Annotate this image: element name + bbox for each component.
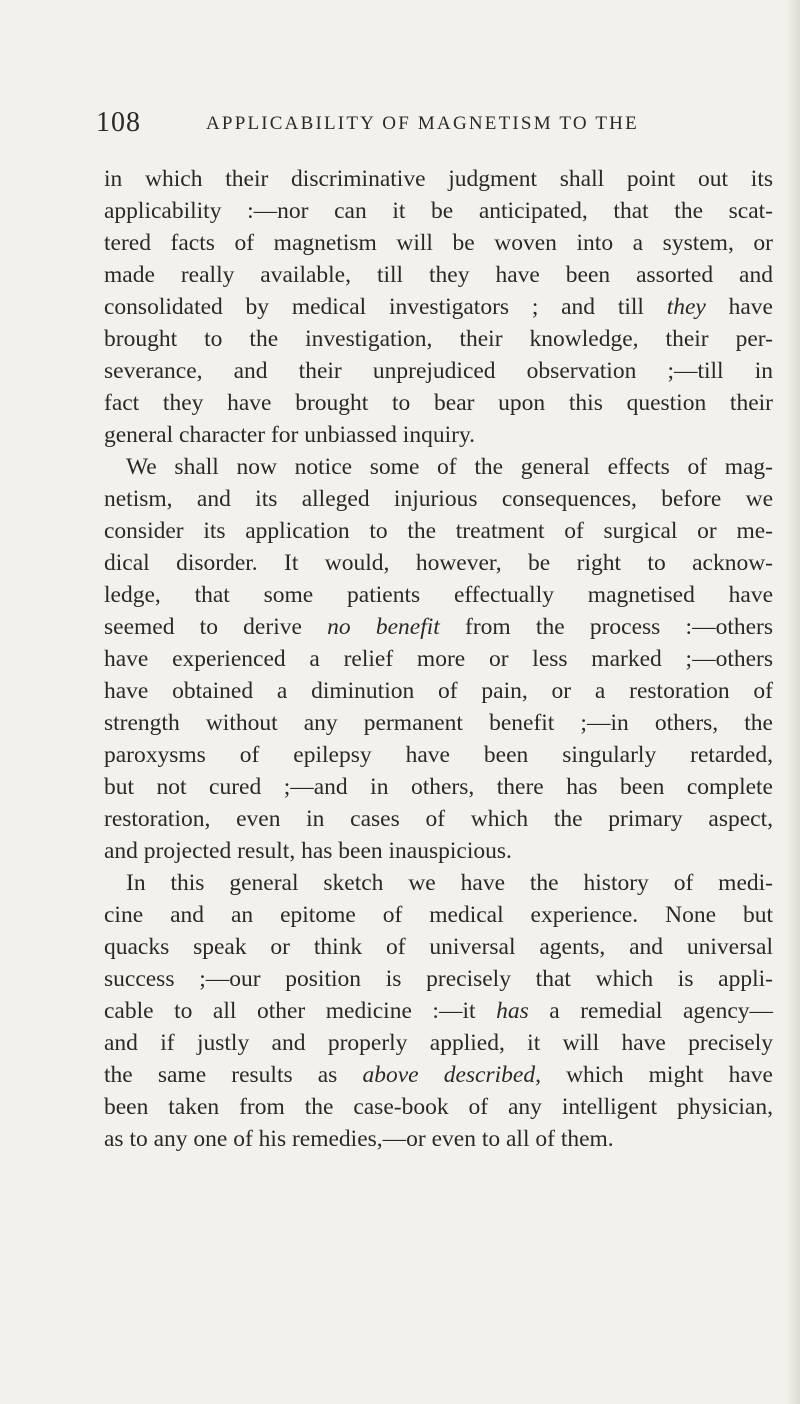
- running-head-title: APPLICABILITY OF MAGNETISM TO THE: [206, 113, 639, 134]
- text-line: been taken from the case-book of any intelligent physician,: [104, 1094, 773, 1120]
- text-line: [104, 995, 773, 1027]
- text-line: [104, 1059, 773, 1091]
- text-line: consider its application to the treatment of surgical or me-: [104, 518, 773, 544]
- body-text: [104, 163, 773, 1155]
- text-line: cine and an epitome of medical experience. None but: [104, 902, 773, 928]
- text-line: quacks speak or think of universal agents, and universal: [104, 934, 773, 960]
- text-line: have experienced a relief more or less marked ;—others: [104, 646, 773, 672]
- text-line: have obtained a diminution of pain, or a restoration of: [104, 678, 773, 704]
- text-line: brought to the investigation, their knowledge, their per-: [104, 326, 773, 352]
- line-segment: have: [705, 294, 773, 320]
- text-line: netism, and its alleged injurious consequences, before we: [104, 486, 773, 512]
- line-segment: from the process :—others: [439, 614, 773, 640]
- text-line: ledge, that some patients effectually magnetised have: [104, 582, 773, 608]
- line-segment: consolidated by medical investigators ; and till: [104, 294, 667, 320]
- italic-word: they: [666, 294, 706, 320]
- line-segment: seemed to derive: [104, 614, 328, 640]
- italic-word: no benefit: [327, 614, 440, 640]
- italic-word: has: [496, 998, 529, 1024]
- paragraph-start-line: In this general sketch we have the history of medi-: [126, 870, 773, 896]
- text-line: success ;—our position is precisely that which is appli-: [104, 966, 773, 992]
- text-line: [104, 291, 773, 323]
- text-line: fact they have brought to bear upon this question their: [104, 390, 773, 416]
- text-line: and if justly and properly applied, it will have precisely: [104, 1030, 773, 1056]
- text-line: in which their discriminative judgment shall point out its: [104, 166, 773, 192]
- paragraph-start-line: We shall now notice some of the general effects of mag-: [126, 454, 773, 480]
- running-head: [96, 106, 656, 140]
- paragraph-end-line: as to any one of his remedies,—or even to all of them.: [104, 1126, 614, 1152]
- text-line: restoration, even in cases of which the primary aspect,: [104, 806, 773, 832]
- text-line: severance, and their unprejudiced observation ;—till in: [104, 358, 773, 384]
- text-line: strength without any permanent benefit ;—in others, the: [104, 710, 773, 736]
- text-line: paroxysms of epilepsy have been singularly retarded,: [104, 742, 773, 768]
- text-line: dical disorder. It would, however, be right to acknow-: [104, 550, 773, 576]
- text-line: but not cured ;—and in others, there has been complete: [104, 774, 773, 800]
- line-segment: which might have: [540, 1062, 773, 1088]
- page-number: 108: [96, 107, 141, 138]
- line-segment: a remedial agency—: [528, 998, 773, 1024]
- page-edge-shadow: [786, 0, 800, 1404]
- paragraph-end-line: general character for unbiassed inquiry.: [104, 422, 476, 448]
- text-line: applicability :—nor can it be anticipated, that the scat-: [104, 198, 773, 224]
- text-line: made really available, till they have been assorted and: [104, 262, 773, 288]
- line-segment: the same results as: [104, 1062, 363, 1088]
- line-segment: cable to all other medicine :—it: [104, 998, 497, 1024]
- italic-word: above described,: [362, 1062, 541, 1088]
- text-line: tered facts of magnetism will be woven into a system, or: [104, 230, 773, 256]
- text-line: [104, 611, 773, 643]
- paragraph-end-line: and projected result, has been inauspicious.: [104, 838, 512, 864]
